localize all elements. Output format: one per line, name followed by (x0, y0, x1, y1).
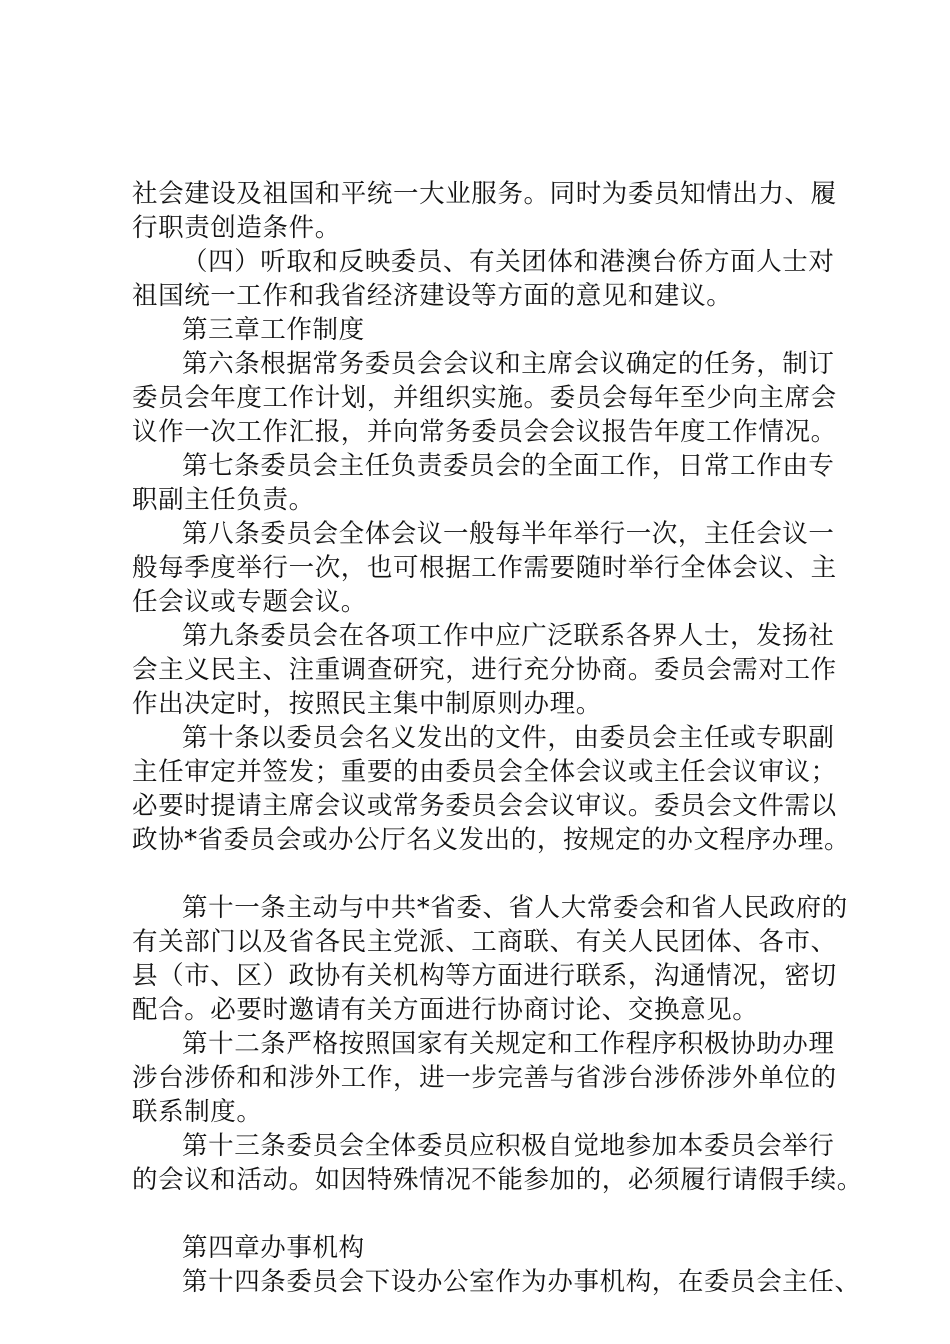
chapter-heading: 第三章工作制度 (182, 315, 365, 345)
text-line: 会主义民主、注重调查研究，进行充分协商。委员会需对工作 (132, 655, 837, 685)
text-line: （四）听取和反映委员、有关团体和港澳台侨方面人士对 (182, 247, 835, 277)
text-line: 第六条根据常务委员会会议和主席会议确定的任务，制订 (182, 349, 835, 379)
text-line: 职副主任负责。 (132, 485, 315, 515)
text-line: 祖国统一工作和我省经济建设等方面的意见和建议。 (132, 281, 733, 311)
text-line: 涉台涉侨和和涉外工作，进一步完善与省涉台涉侨涉外单位的 (132, 1063, 837, 1093)
text-line: 政协*省委员会或办公厅名义发出的，按规定的办文程序办理。 (132, 825, 851, 855)
chapter-heading: 第四章办事机构 (182, 1233, 365, 1263)
text-line: 主任审定并签发；重要的由委员会全体会议或主任会议审议； (132, 757, 837, 787)
text-line: 第十一条主动与中共*省委、省人大常委会和省人民政府的 (182, 893, 848, 923)
text-line: 第十四条委员会下设办公室作为办事机构，在委员会主任、 (182, 1267, 861, 1297)
text-line: 第十条以委员会名义发出的文件，由委员会主任或专职副 (182, 723, 835, 753)
text-line: 般每季度举行一次，也可根据工作需要随时举行全体会议、主 (132, 553, 837, 583)
text-line: 委员会年度工作计划，并组织实施。委员会每年至少向主席会 (132, 383, 837, 413)
text-line: 的会议和活动。如因特殊情况不能参加的，必须履行请假手续。 (132, 1165, 863, 1195)
text-line: 第八条委员会全体会议一般每半年举行一次，主任会议一 (182, 519, 835, 549)
text-line: 第十二条严格按照国家有关规定和工作程序积极协助办理 (182, 1029, 835, 1059)
text-line: 县（市、区）政协有关机构等方面进行联系，沟通情况，密切 (132, 961, 837, 991)
text-line: 必要时提请主席会议或常务委员会会议审议。委员会文件需以 (132, 791, 837, 821)
text-line: 社会建设及祖国和平统一大业服务。同时为委员知情出力、履 (132, 179, 837, 209)
text-line: 作出决定时，按照民主集中制原则办理。 (132, 689, 602, 719)
text-line: 第十三条委员会全体委员应积极自觉地参加本委员会举行 (182, 1131, 835, 1161)
text-line: 配合。必要时邀请有关方面进行协商讨论、交换意见。 (132, 995, 759, 1025)
text-line: 议作一次工作汇报，并向常务委员会会议报告年度工作情况。 (132, 417, 837, 447)
text-line: 有关部门以及省各民主党派、工商联、有关人民团体、各市、 (132, 927, 837, 957)
text-line: 任会议或专题会议。 (132, 587, 367, 617)
text-line: 第七条委员会主任负责委员会的全面工作，日常工作由专 (182, 451, 835, 481)
text-line: 联系制度。 (132, 1097, 263, 1127)
text-line: 行职责创造条件。 (132, 213, 341, 243)
text-line: 第九条委员会在各项工作中应广泛联系各界人士，发扬社 (182, 621, 835, 651)
